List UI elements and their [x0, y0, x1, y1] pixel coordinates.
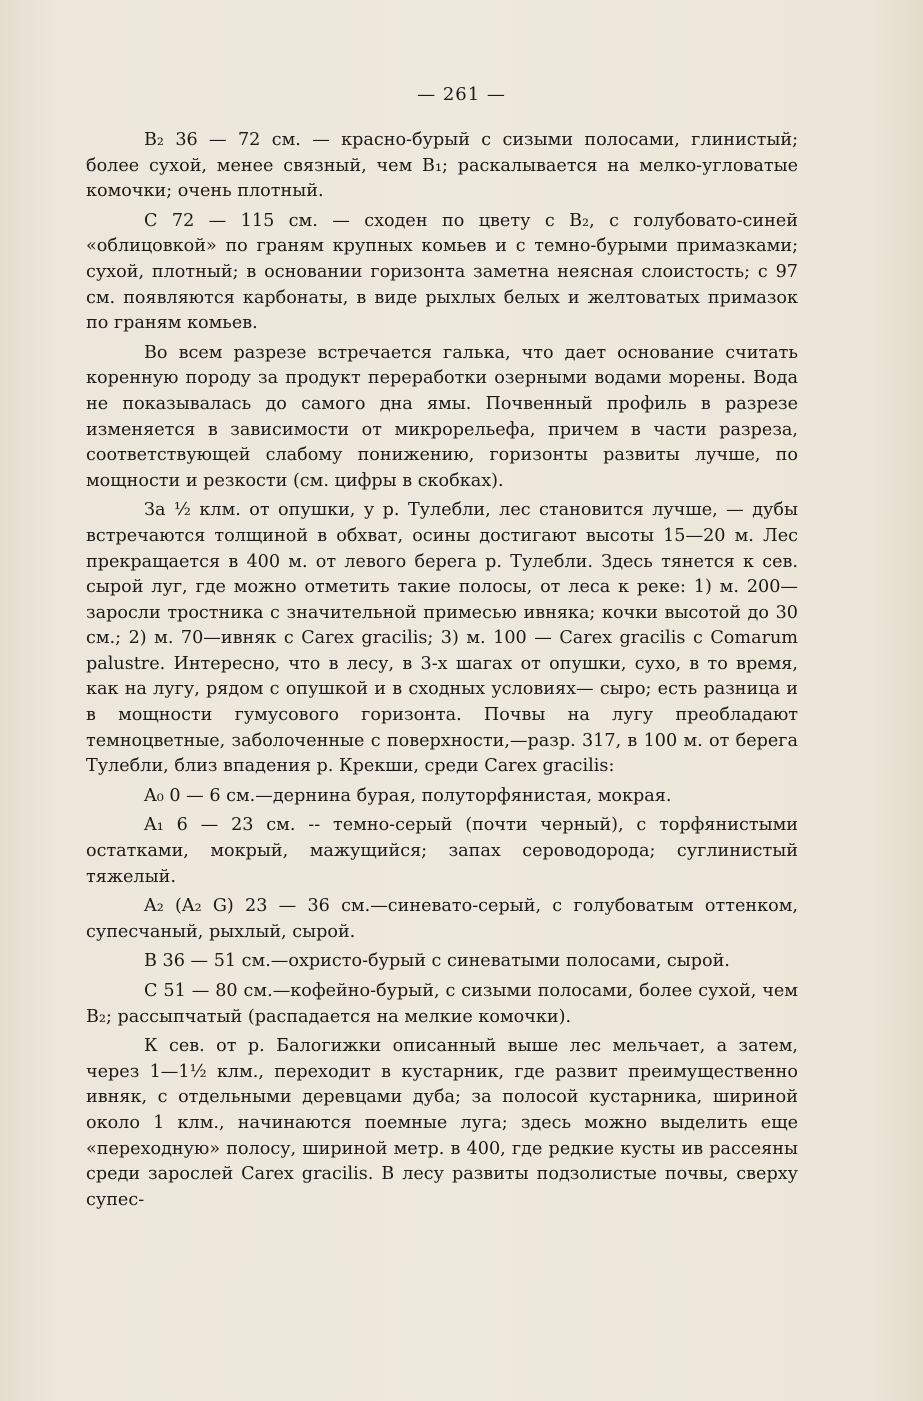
paragraph-forest-meadow: За ½ клм. от опушки, у р. Тулебли, лес становится лучше, — дубы встречаются толщиной в обхват, осины достигают высоты 15—20 м. Лес прекращается в 400 м. от левого берега р. Тулебли. Здесь тянется к сев. сырой луг, где можно отметить такие полосы, от леса к реке: 1) м. 200— заросли тростника с значительной примесью ивняка; кочки высотой до 30 см.; 2) м. 70—ивняк с Carex gracilis; 3) м. 100 — Carex gracilis с Comarum palustre. Интересно, что в лесу, в 3-х шагах от опушки, сухо, в то время, как на лугу, рядом с опушкой и в сходных условиях— сыро; есть разница и в мощности гумусового горизонта. Почвы на лугу преобладают темноцветные, заболоченные с поверхности,—разр. 317, в 100 м. от берега Тулебли, близ впадения р. Крекши, среди Carex gracilis:: [86, 500, 798, 777]
paragraph-b-horizon: B 36 — 51 см.—охристо-бурый с синеватыми полосами, сырой.: [144, 951, 730, 972]
page-number: — 261 —: [417, 84, 506, 105]
paragraph-a2-horizon: A₂ (A₂ G) 23 — 36 см.—синевато-серый, с голубоватым оттенком, супесчаный, рыхлый, сырой.: [86, 896, 798, 942]
paragraph-b2-horizon: B₂ 36 — 72 см. — красно-бурый с сизыми полосами, глинистый; более сухой, менее связный, чем B₁; раскалывается на мелко-угловатые комочки; очень плотный.: [86, 130, 798, 202]
text-column: [86, 128, 798, 1217]
paragraph-c-horizon: C 72 — 115 см. — сходен по цвету с B₂, с голубовато-синей «облицовкой» по граням крупных комьев и с темно-бурыми примазками; сухой, плотный; в основании горизонта заметна неясная слоистость; с 97 см. появляются карбонаты, в виде рыхлых белых и желтоватых примазок по граням комьев.: [86, 210, 798, 334]
paragraph-a0-horizon: A₀ 0 — 6 см.—дернина бурая, полуторфянистая, мокрая.: [144, 785, 672, 806]
paragraph-pebbles: Во всем разрезе встречается галька, что дает основание считать коренную породу за продукт переработки озерными водами морены. Вода не показывалась до самого дна ямы. Почвенный профиль в разрезе изменяется в зависимости от микрорельефа, причем в части разреза, соответствующей слабому понижению, горизонты развиты лучше, по мощности и резкости (см. цифры в скобках).: [86, 342, 798, 491]
paragraph-c2-horizon: C 51 — 80 см.—кофейно-бурый, с сизыми полосами, более сухой, чем B₂; рассыпчатый (распадается на мелкие комочки).: [86, 981, 798, 1027]
paragraph-a1-horizon: A₁ 6 — 23 см. -- темно-серый (почти черный), с торфянистыми остатками, мокрый, мажущийся; запах сероводорода; суглинистый тяжелый.: [86, 815, 798, 887]
paragraph-balogizhka: К сев. от р. Балогижки описанный выше лес мельчает, а затем, через 1—1½ клм., переходит в кустарник, где развит преимущественно ивняк, с отдельными деревцами дуба; за полосой кустарника, шириной около 1 клм., начинаются поемные луга; здесь можно выделить еще «переходную» полосу, шириной метр. в 400, где редкие кусты ив рассеяны среди зарослей Carex gracilis. В лесу развиты подзолистые почвы, сверху супес-: [86, 1036, 798, 1210]
